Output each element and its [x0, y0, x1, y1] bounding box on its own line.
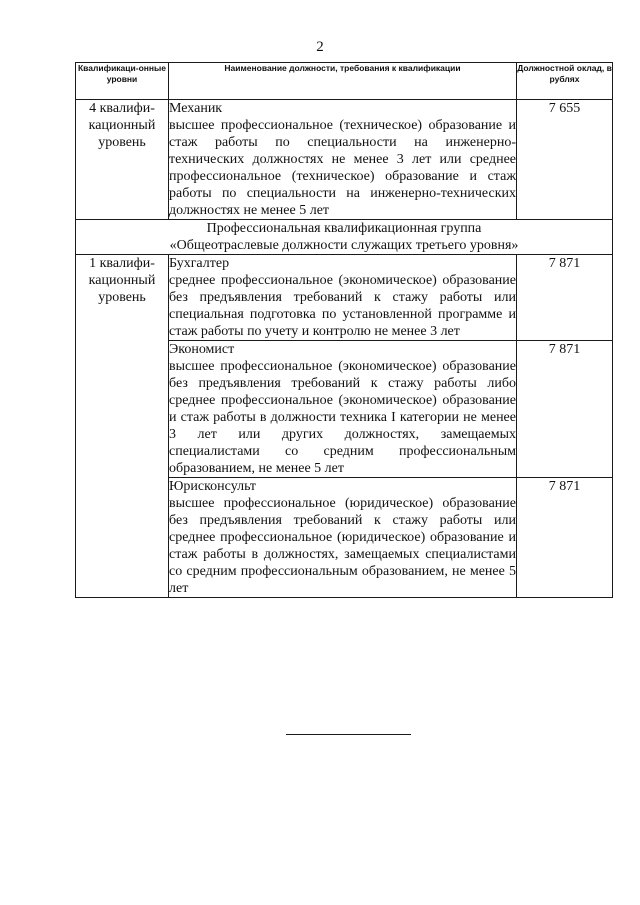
- position-title: Юрисконсульт: [169, 479, 257, 494]
- position-description: [169, 100, 517, 220]
- position-title: Механик: [169, 101, 223, 116]
- position-title: Экономист: [169, 342, 235, 357]
- position-requirements: высшее профессиональное (юридическое) образование без предъявления требований к стажу работы или среднее профессиональное (юридическое) образование и стаж работы в должностях, замещаемых специалистами со средним профессиональным образованием, не менее 5 лет: [169, 496, 516, 596]
- professional-group-heading: [76, 220, 613, 255]
- qualification-level-cell: 4 квалифи-кационный уровень: [76, 100, 169, 220]
- header-qualification-levels: Квалификаци-онные уровни: [76, 63, 169, 100]
- page-number: 2: [316, 39, 324, 55]
- position-title: Бухгалтер: [169, 256, 230, 271]
- salary-cell: 7 871: [517, 255, 613, 341]
- header-position-requirements: Наименование должности, требования к квалификации: [169, 63, 517, 100]
- group-heading-line2: «Общеотраслевые должности служащих третьего уровня»: [169, 238, 519, 253]
- position-description: [169, 341, 517, 478]
- position-requirements: высшее профессиональное (экономическое) образование без предъявления требований к стажу работы либо среднее профессиональное (экономическое) образование и стаж работы в должности техника I категории не менее 3 лет или других должностях, замещаемых специалистами со средним профессиональным образованием, не менее 5 лет: [169, 359, 516, 476]
- qualification-table: [75, 62, 613, 598]
- header-salary: Должностной оклад, в рублях: [517, 63, 613, 100]
- group-heading-line1: Профессиональная квалификационная группа: [206, 221, 482, 236]
- salary-cell: 7 655: [517, 100, 613, 220]
- closing-rule-line: [286, 734, 411, 735]
- salary-cell: 7 871: [517, 478, 613, 598]
- table-row: [76, 100, 613, 220]
- position-requirements: среднее профессиональное (экономическое) образование без предъявления требований к стажу работы или специальная подготовка по установленной программе и стаж работы по учету и контролю не менее 3 лет: [169, 273, 516, 339]
- qualification-level-cell: 1 квалифи-кационный уровень: [76, 255, 169, 598]
- position-requirements: высшее профессиональное (техническое) образование и стаж работы по специальности на инженерно-технических должностях не менее 3 лет или среднее профессиональное (техническое) образование и стаж работы по специальности на инженерно-технических должностях не менее 5 лет: [169, 118, 516, 218]
- position-description: [169, 478, 517, 598]
- salary-cell: 7 871: [517, 341, 613, 478]
- position-description: [169, 255, 517, 341]
- table-header-row: [76, 63, 613, 100]
- table-row: [76, 255, 613, 341]
- group-heading-row: [76, 220, 613, 255]
